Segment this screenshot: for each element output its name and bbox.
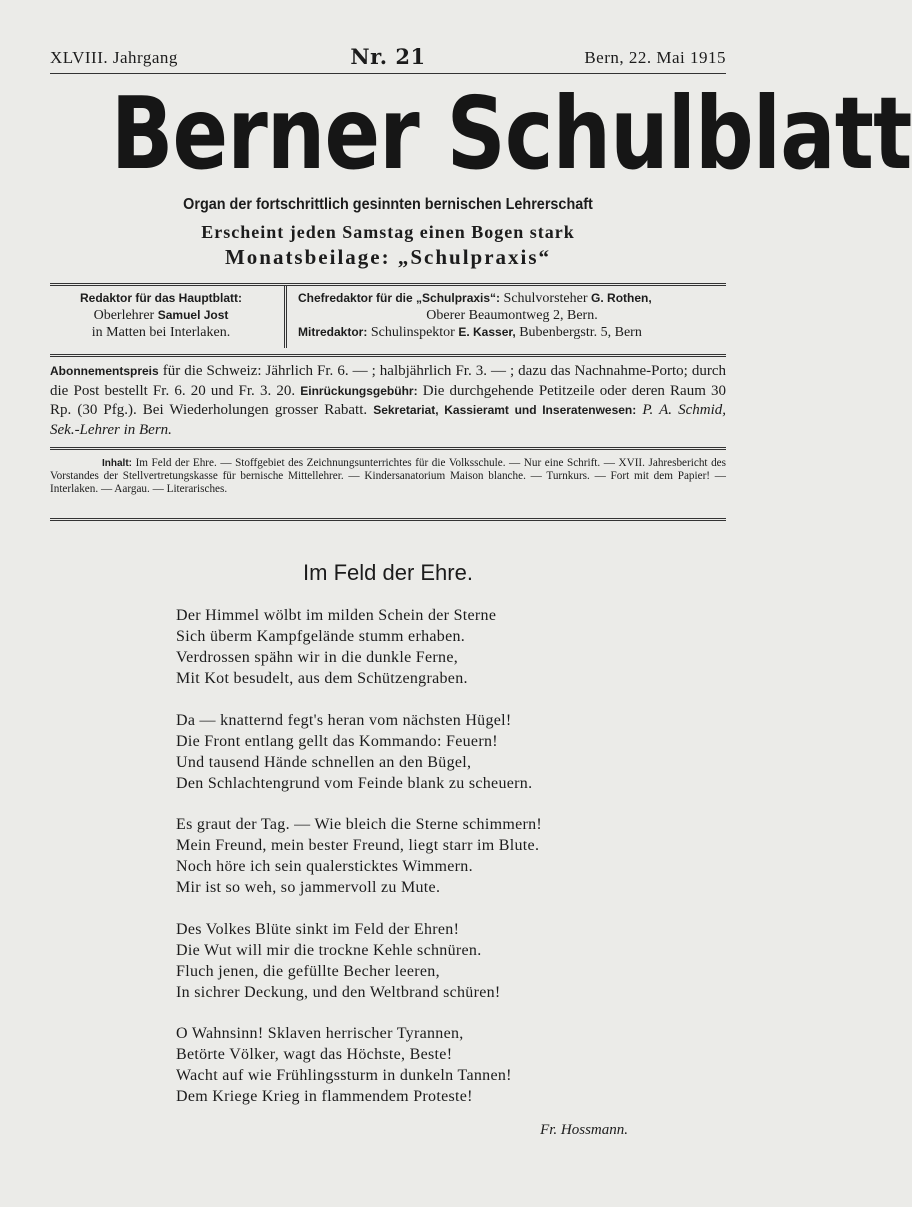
poem-line: Die Wut will mir die trockne Kehle schnüren. — [176, 941, 482, 959]
table-of-contents — [50, 457, 726, 496]
poem-line: In sichrer Deckung, und den Weltbrand schüren! — [176, 983, 501, 1001]
supplement-note: Monatsbeilage: „Schulpraxis“ — [224, 245, 552, 269]
editors-block — [50, 290, 726, 348]
stanza — [176, 814, 696, 898]
stanza — [176, 605, 696, 689]
poem-line: Noch höre ich sein qualersticktes Wimmern. — [176, 858, 473, 875]
column-divider — [284, 286, 287, 348]
masthead-title: Berner Schulblatt — [110, 75, 912, 192]
contents-text: Im Feld der Ehre. — Stoffgebiet des Zeichnungsunterrichtes für die Volksschule. — Nur eine Schrift. — XVII. Jahresbericht des Vorstandes der Stellvertretungskasse für bernische Mittellehrer. — Kindersanatorium Maison blanche. — Turnkurs. — Fort mit dem Papier! — Interlaken. — Aargau. — Literarisches. — [50, 457, 726, 495]
main-editor — [50, 290, 272, 341]
header-rule — [50, 73, 726, 74]
double-rule — [50, 518, 726, 521]
stanza — [176, 1023, 696, 1107]
poem-line: Die Front entlang gellt das Kommando: Feuern! — [176, 732, 498, 750]
poem-body — [176, 605, 696, 1128]
poem-line: Mein Freund, mein bester Freund, liegt starr im Blute. — [176, 837, 540, 854]
subscription-info — [50, 362, 726, 440]
co-editor-label: Mitredaktor: — [298, 325, 368, 339]
co-editor-name: E. Kasser, — [458, 325, 516, 339]
poem-line: Da — knatternd fegt's heran vom nächsten Hügel! — [176, 711, 512, 729]
double-rule — [50, 354, 726, 357]
publication-frequency: Erscheint jeden Samstag einen Bogen stark — [201, 222, 575, 242]
chief-editor-title: Schulvorsteher — [500, 291, 592, 306]
ad-fee-text: Die durchgehende Petitzeile oder deren Raum 30 Rp. (30 Pfg.). Bei Wiederholungen grosser Rabatt. — [50, 382, 727, 418]
subscription-text: für die Schweiz: Jährlich Fr. 6. — ; halbjährlich Fr. 3. — ; dazu das Nachnahme-Porto; durch die Post bestellt Fr. 6. 20 und Fr. 3. 20. — [50, 363, 726, 399]
poem-line: Mit Kot besudelt, aus dem Schützengraben. — [176, 670, 468, 687]
secretariat-text: P. A. Schmid, Sek.-Lehrer in Bern. — [50, 402, 726, 438]
co-editor-title: Schulinspektor — [367, 325, 459, 340]
subscription-label: Abonnementspreis — [50, 364, 159, 378]
main-editor-address: in Matten bei Interlaken. — [91, 325, 231, 340]
chief-editor — [298, 290, 726, 341]
poem-line: Fluch jenen, die gefüllte Becher leeren, — [176, 962, 440, 980]
volume-label: XLVIII. Jahrgang — [50, 48, 178, 67]
co-editor-address: Bubenbergstr. 5, Bern — [515, 325, 642, 340]
poem-author: Fr. Hossmann. — [540, 1122, 628, 1138]
poem-line: Verdrossen spähn wir in die dunkle Ferne, — [176, 649, 459, 666]
stanza — [176, 710, 696, 794]
issue-header — [50, 46, 726, 70]
poem-line: Sich überm Kampfgelände stumm erhaben. — [176, 628, 466, 645]
stanza — [176, 919, 696, 1003]
poem-line: Den Schlachtengrund vom Feinde blank zu scheuern. — [176, 774, 533, 792]
contents-label: Inhalt: — [102, 458, 132, 469]
newspaper-page — [50, 0, 912, 1207]
poem-line: O Wahnsinn! Sklaven herrischer Tyrannen, — [176, 1025, 464, 1042]
poem-title: Im Feld der Ehre. — [303, 560, 473, 585]
chief-editor-label: Chefredaktor für die „Schulpraxis“: — [298, 291, 501, 305]
double-rule — [50, 283, 726, 286]
poem-line: Wacht auf wie Frühlingssturm in dunkeln Tannen! — [176, 1067, 512, 1084]
place-date: Bern, 22. Mai 1915 — [584, 48, 726, 67]
ad-fee-label: Einrückungsgebühr: — [300, 383, 418, 398]
poem-line: Dem Kriege Krieg in flammendem Proteste! — [176, 1088, 473, 1105]
poem-line: Es graut der Tag. — Wie bleich die Sterne schimmern! — [176, 816, 543, 833]
main-editor-label: Redaktor für das Hauptblatt: — [79, 291, 242, 305]
poem-line: Der Himmel wölbt im milden Schein der Sterne — [176, 607, 497, 624]
chief-editor-name: G. Rothen, — [591, 291, 652, 305]
chief-editor-address: Oberer Beaumontweg 2, Bern. — [426, 308, 598, 323]
main-editor-title: Oberlehrer — [93, 308, 158, 323]
poem-line: Des Volkes Blüte sinkt im Feld der Ehren! — [176, 920, 460, 938]
poem-line: Betörte Völker, wagt das Höchste, Beste! — [176, 1046, 453, 1063]
issue-number: Nr. 21 — [350, 44, 426, 69]
masthead-subtitle: Organ der fortschrittlich gesinnten bernischen Lehrerschaft — [183, 196, 593, 213]
secretariat-label: Sekretariat, Kassieramt und Inseratenwesen: — [373, 403, 637, 417]
poem-line: Mir ist so weh, so jammervoll zu Mute. — [176, 879, 441, 896]
poem-line: Und tausend Hände schnellen an den Bügel, — [176, 753, 472, 771]
main-editor-name: Samuel Jost — [157, 308, 229, 322]
double-rule — [50, 447, 726, 450]
